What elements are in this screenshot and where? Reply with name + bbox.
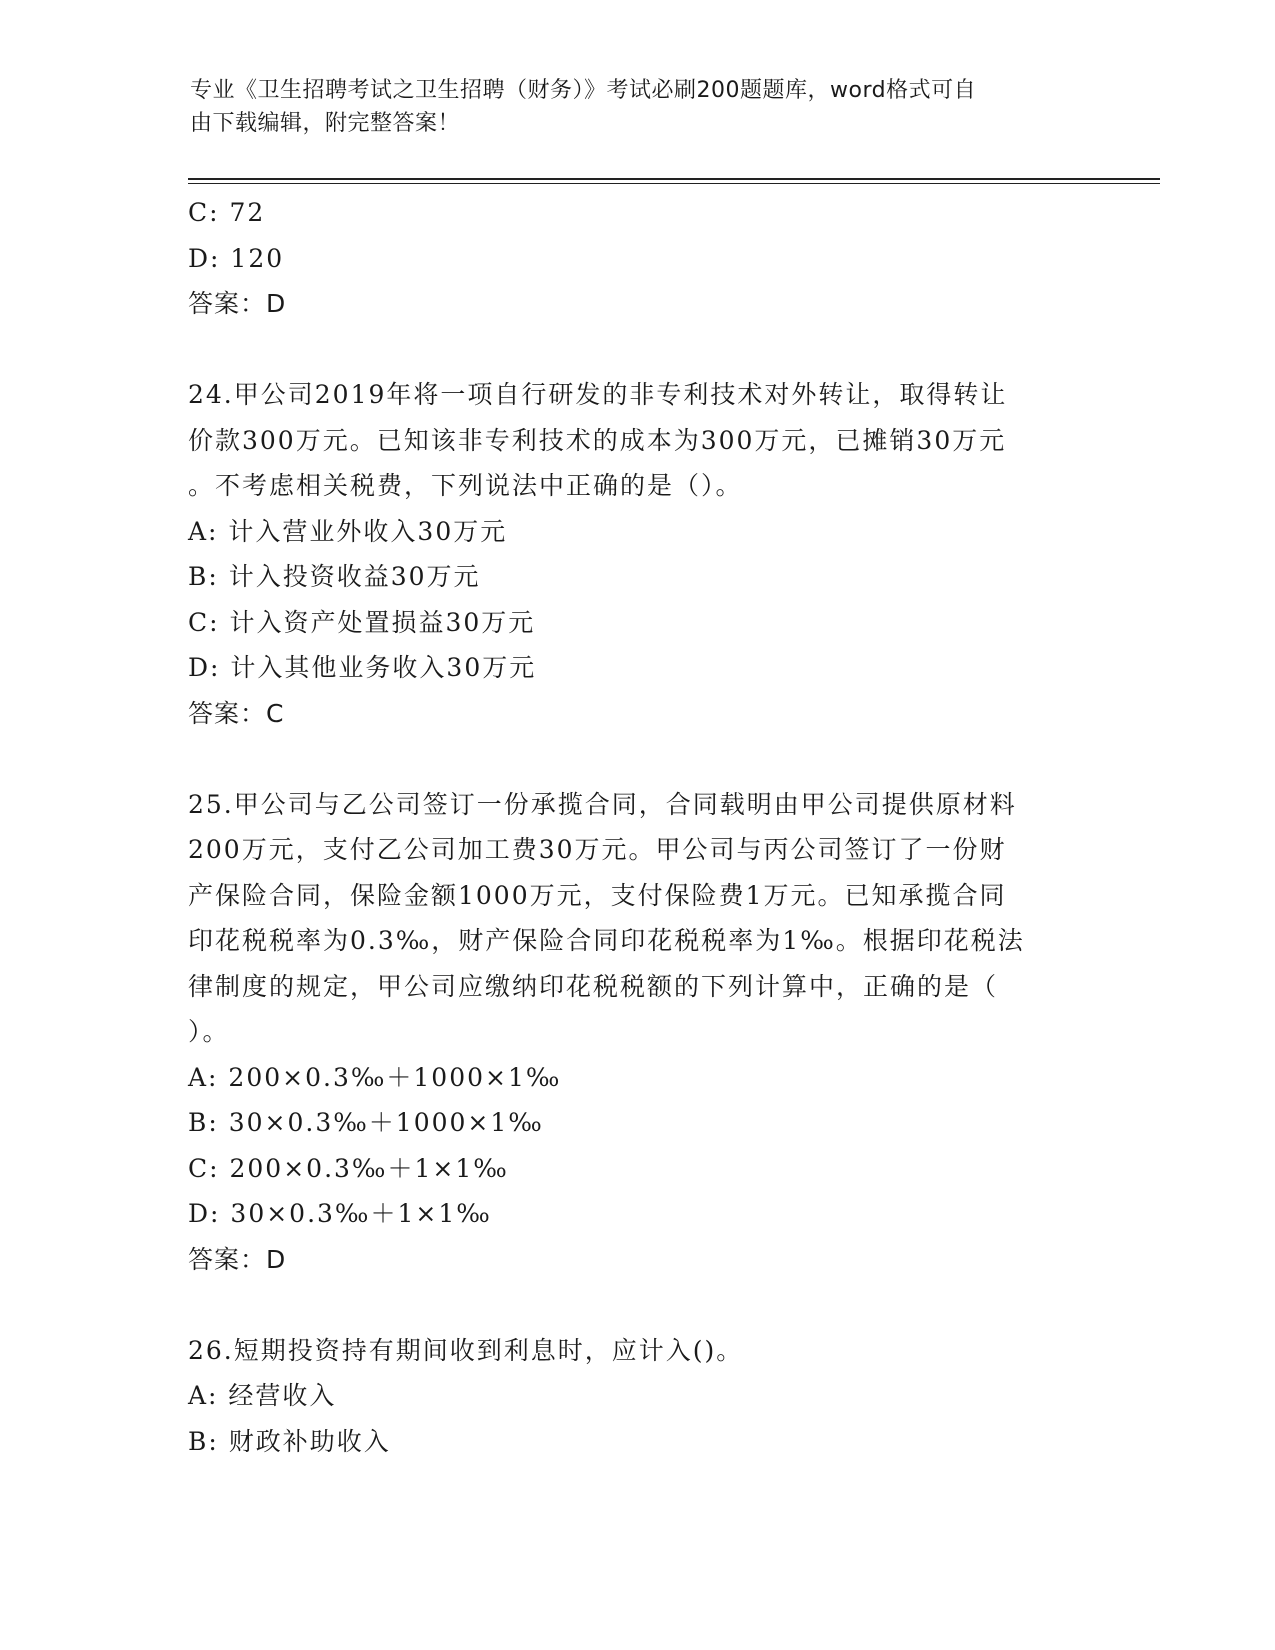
option-a: A: 经营收入 xyxy=(188,1381,337,1410)
question-stem-line: 200万元，支付乙公司加工费30万元。甲公司与丙公司签订了一份财 xyxy=(188,835,1007,864)
question-stem-line: 。不考虑相关税费，下列说法中正确的是（）。 xyxy=(188,471,743,500)
option-d: D: 计入其他业务收入30万元 xyxy=(188,653,537,682)
question-25 xyxy=(188,782,1088,1283)
option-b: B: 计入投资收益30万元 xyxy=(188,562,481,591)
option-d: D: 30×0.3‰＋1×1‰ xyxy=(188,1199,492,1228)
question-24 xyxy=(188,372,1088,736)
option-a: A: 计入营业外收入30万元 xyxy=(188,516,508,546)
option-d: D: 120 xyxy=(188,243,285,273)
question-23 xyxy=(188,190,1088,327)
question-26 xyxy=(188,1328,1088,1465)
option-c: C: 72 xyxy=(188,198,266,227)
document-header xyxy=(190,74,1090,140)
question-stem-line: 26.短期投资持有期间收到利息时，应计入()。 xyxy=(188,1335,744,1365)
question-stem-line: 24.甲公司2019年将一项自行研发的非专利技术对外转让，取得转让 xyxy=(188,380,1008,409)
header-line-2: 由下载编辑，附完整答案！ xyxy=(190,111,461,136)
header-divider-thick xyxy=(188,178,1160,180)
question-stem-line: 价款300万元。已知该非专利技术的成本为300万元，已摊销30万元 xyxy=(188,425,1007,455)
header-divider-thin xyxy=(188,183,1160,184)
option-c: C: 计入资产处置损益30万元 xyxy=(188,607,536,637)
option-b: B: 30×0.3‰＋1000×1‰ xyxy=(188,1108,544,1137)
question-stem-line: 印花税税率为0.3‰，财产保险合同印花税税率为1‰。根据印花税法 xyxy=(188,926,1025,955)
answer: 答案：C xyxy=(188,698,285,728)
option-a: A: 200×0.3‰＋1000×1‰ xyxy=(188,1062,562,1092)
question-stem-line: 律制度的规定，甲公司应缴纳印花税税额的下列计算中，正确的是（ xyxy=(188,971,999,1001)
question-stem-line: 25.甲公司与乙公司签订一份承揽合同，合同载明由甲公司提供原材料 xyxy=(188,789,1017,819)
question-stem-line: ）。 xyxy=(188,1017,230,1046)
option-b: B: 财政补助收入 xyxy=(188,1426,391,1456)
answer: 答案：D xyxy=(188,289,287,318)
question-stem-line: 产保险合同，保险金额1000万元，支付保险费1万元。已知承揽合同 xyxy=(188,880,1007,910)
header-line-1: 专业《卫生招聘考试之卫生招聘（财务）》考试必刷200题题库，word格式可自 xyxy=(190,78,977,103)
question-list xyxy=(188,190,1088,1464)
answer: 答案：D xyxy=(188,1244,287,1274)
option-c: C: 200×0.3‰＋1×1‰ xyxy=(188,1153,509,1183)
